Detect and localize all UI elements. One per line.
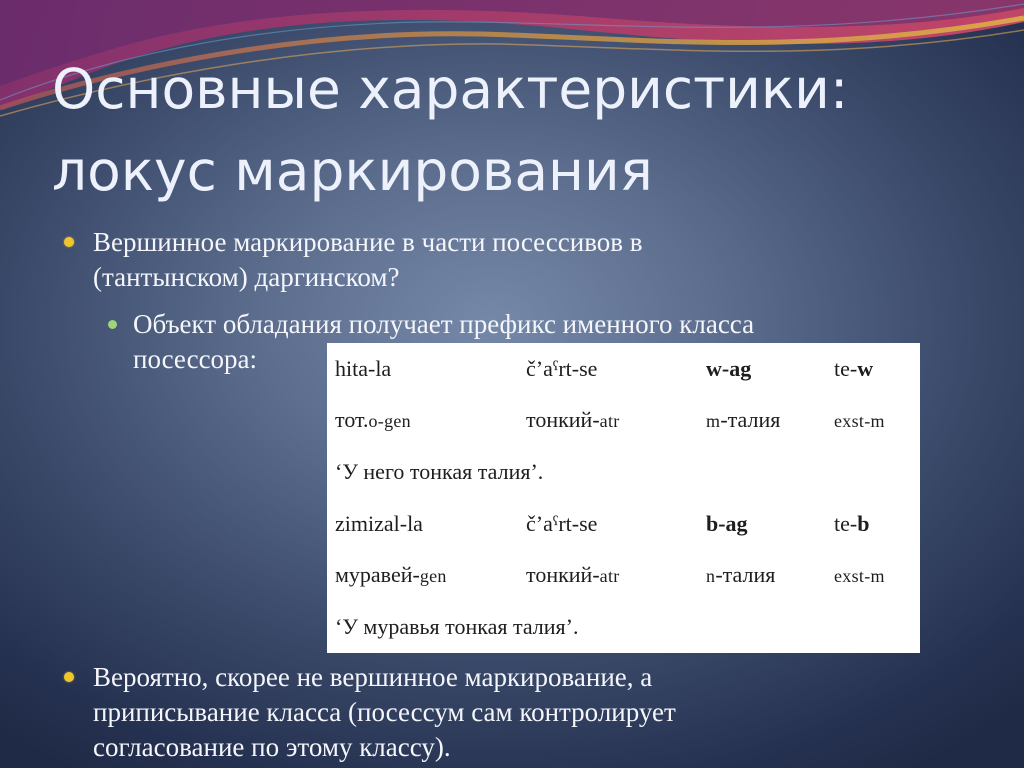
ex2-gloss-4 <box>826 549 920 601</box>
ex1-gloss-3-b: -талия <box>720 407 781 433</box>
bullet-1-line-1: Вершинное маркирование в части посессивов в <box>93 227 643 257</box>
ex2-gloss-3-a: n <box>706 566 716 587</box>
sub-bullet-line-2: посессора: <box>133 344 258 374</box>
ex1-gloss-4 <box>826 395 920 447</box>
bullet-2-text <box>93 660 676 765</box>
ex1-word-3: w-ag <box>706 355 752 381</box>
ex2-gloss-1 <box>327 549 518 601</box>
ex2-gloss-2 <box>518 549 698 601</box>
example-2-gloss-row <box>327 549 920 601</box>
ex1-gloss-4-text: exst-m <box>834 411 885 432</box>
ex2-gloss-3-b: -талия <box>715 562 776 588</box>
example-1-translation-row <box>327 446 920 498</box>
ex1-word-4-class: w <box>857 355 874 381</box>
ex1-gloss-2 <box>518 395 698 447</box>
ex1-gloss-3-a: m <box>706 411 721 432</box>
example-2-translation-row <box>327 601 920 653</box>
ex1-gloss-1 <box>327 395 518 447</box>
gloss-table <box>327 343 920 653</box>
ex1-gloss-3 <box>698 395 826 447</box>
example-1-word-row <box>327 343 920 395</box>
gloss-example-image <box>327 343 920 653</box>
ex2-gloss-2-a: тонкий- <box>526 562 600 588</box>
bullet-dot-icon <box>64 237 74 247</box>
ex1-gloss-1-b: o-gen <box>368 411 411 432</box>
bullet-2-line-1: Вероятно, скорее не вершинное маркирование, а <box>93 662 653 692</box>
bullet-1-line-2: (тантынском) даргинском? <box>93 262 400 292</box>
ex2-word-4-stem: te- <box>834 510 858 536</box>
ex2-word-3: b-ag <box>706 510 748 536</box>
ex1-gloss-2-b: atr <box>599 411 620 432</box>
ex2-gloss-3 <box>698 549 826 601</box>
ex2-gloss-1-a: муравей- <box>335 562 420 588</box>
ex1-gloss-2-a: тонкий- <box>526 407 600 433</box>
ex1-gloss-1-a: тот. <box>335 407 369 433</box>
ex2-translation: ‘У муравья тонкая талия’. <box>335 613 579 639</box>
ex2-word-1: zimizal-la <box>335 510 423 536</box>
ex1-word-2: č’aˁrt-se <box>526 355 598 381</box>
example-2-word-row <box>327 498 920 550</box>
ex2-word-2: č’aˁrt-se <box>526 510 598 536</box>
ex2-word-4 <box>826 498 920 550</box>
sub-bullet-line-1: Объект обладания получает префикс именного класса <box>133 309 755 339</box>
bullet-2-line-3: согласование по этому классу). <box>93 732 451 762</box>
slide-title <box>52 48 992 212</box>
ex1-word-4 <box>826 343 920 395</box>
ex2-gloss-1-b: gen <box>419 566 447 587</box>
ex2-gloss-4-text: exst-m <box>834 566 885 587</box>
example-1-gloss-row <box>327 395 920 447</box>
title-line-1: Основные характеристики: <box>52 57 849 121</box>
title-line-2: локус маркирования <box>52 139 653 203</box>
bullet-2-line-2: приписывание класса (посессум сам контролирует <box>93 697 676 727</box>
bullet-1-text <box>93 225 643 295</box>
bullet-dot-icon <box>64 672 74 682</box>
ex2-gloss-2-b: atr <box>599 566 620 587</box>
ex1-word-1: hita-la <box>335 355 392 381</box>
ex2-word-4-class: b <box>857 510 870 536</box>
ex1-translation: ‘У него тонкая талия’. <box>335 458 544 484</box>
ex1-word-4-stem: te- <box>834 355 858 381</box>
sub-bullet-dot-icon <box>108 320 117 329</box>
